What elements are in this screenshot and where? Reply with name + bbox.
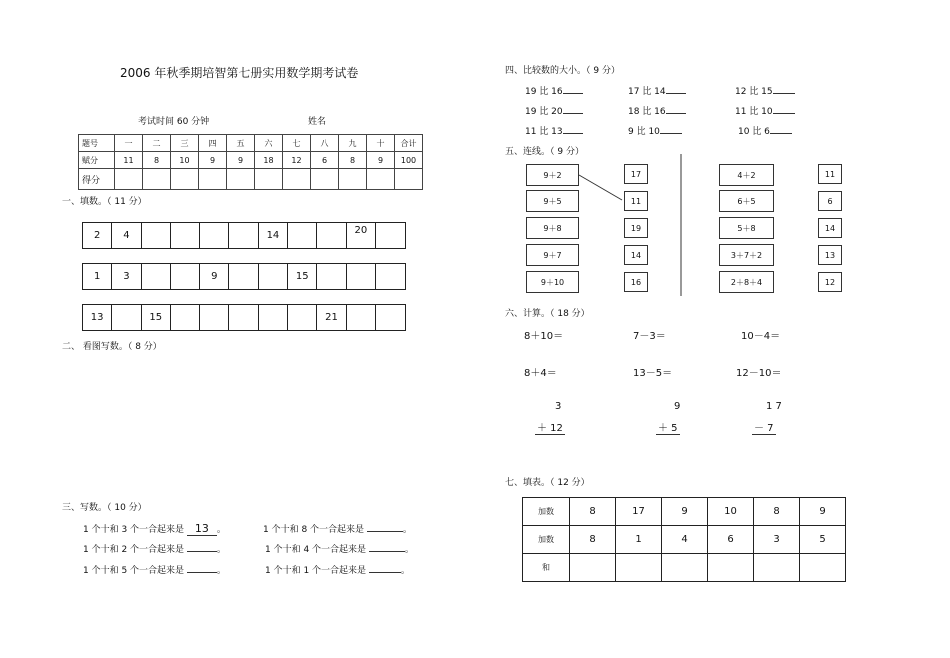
table-cell: 17 — [616, 498, 662, 526]
table-cell: 6 — [708, 526, 754, 554]
table-row — [523, 554, 846, 582]
table-cell: 8 — [754, 498, 800, 526]
match-expression[interactable]: 9＋8 — [526, 217, 579, 239]
section-6-heading: 六、计算。（ 18 分） — [505, 309, 590, 319]
match-number[interactable]: 14 — [818, 218, 842, 238]
section-5-heading: 五、连线。（ 9 分） — [505, 147, 584, 157]
section-1-heading: 一、填数。（ 11 分） — [62, 197, 147, 207]
section-3-heading: 三、写数。（ 10 分） — [62, 503, 147, 513]
answer-cell[interactable] — [708, 554, 754, 582]
write-item-text: 1 个十和 3 个一合起来是 — [83, 525, 185, 535]
match-number[interactable]: 11 — [818, 164, 842, 184]
match-number[interactable]: 12 — [818, 272, 842, 292]
write-item: 1 个十和 2 个一合起来是 。 — [83, 545, 226, 555]
grid-cell[interactable]: 20 — [347, 223, 376, 248]
write-item: 1 个十和 3 个一合起来是 13 。 — [83, 522, 226, 535]
table-cell: 9 — [800, 498, 846, 526]
table-cell: 9 — [662, 498, 708, 526]
table-cell: 六 — [255, 135, 283, 152]
table-cell: 合计 — [395, 135, 423, 152]
vertical-bottom: － 7 — [752, 419, 776, 435]
grid-cell[interactable]: 3 — [112, 264, 141, 289]
match-expression[interactable]: 2＋8＋4 — [719, 271, 774, 293]
compare-text: 19 比 20 — [525, 107, 563, 117]
grid-cell[interactable]: 4 — [112, 223, 141, 248]
grid-cell[interactable]: 2 — [83, 223, 112, 248]
compare-text: 11 比 13 — [525, 127, 563, 137]
match-expression[interactable]: 9＋2 — [526, 164, 579, 186]
match-number[interactable]: 6 — [818, 191, 842, 211]
table-cell: 二 — [143, 135, 171, 152]
section-4-heading: 四、比较数的大小。（ 9 分） — [505, 66, 620, 76]
write-item-text: 1 个十和 4 个一合起来是 — [265, 545, 367, 555]
match-expression[interactable]: 5＋8 — [719, 217, 774, 239]
table-cell: 九 — [339, 135, 367, 152]
write-item-text: 1 个十和 5 个一合起来是 — [83, 566, 185, 576]
calc-item[interactable]: 8＋4＝ — [524, 368, 557, 379]
match-expression[interactable]: 6＋5 — [719, 190, 774, 212]
addition-table — [522, 497, 846, 582]
answer-cell[interactable] — [570, 554, 616, 582]
match-number[interactable]: 11 — [624, 191, 648, 211]
answer-cell[interactable] — [754, 554, 800, 582]
table-cell: 12 — [283, 152, 311, 169]
write-item-text: 1 个十和 1 个一合起来是 — [265, 566, 367, 576]
vertical-bottom: ＋ 12 — [535, 419, 565, 435]
compare-text: 11 比 10 — [735, 107, 773, 117]
compare-text: 12 比 15 — [735, 87, 773, 97]
page-title: 2006 年秋季期培智第七册实用数学期考试卷 — [120, 66, 359, 80]
table-cell: 8 — [570, 498, 616, 526]
table-cell: 四 — [199, 135, 227, 152]
vertical-bottom: ＋ 5 — [656, 419, 680, 435]
match-expression[interactable]: 9＋7 — [526, 244, 579, 266]
compare-text: 17 比 14 — [628, 87, 666, 97]
table-cell: 3 — [754, 526, 800, 554]
answer-cell[interactable] — [662, 554, 708, 582]
match-number[interactable]: 16 — [624, 272, 648, 292]
table-cell: 五 — [227, 135, 255, 152]
table-cell: 4 — [662, 526, 708, 554]
table-cell: 赋分 — [79, 152, 115, 169]
vertical-top: 3 — [555, 401, 562, 412]
grid-cell[interactable]: 15 — [288, 264, 317, 289]
calc-item[interactable]: 12－10＝ — [736, 368, 782, 379]
table-cell: 9 — [199, 152, 227, 169]
grid-cell[interactable]: 14 — [259, 223, 288, 248]
grid-cell[interactable]: 1 — [83, 264, 112, 289]
table-cell: 十 — [367, 135, 395, 152]
table-cell: 18 — [255, 152, 283, 169]
table-cell: 1 — [616, 526, 662, 554]
calc-item[interactable]: 10－4＝ — [741, 331, 781, 342]
table-cell: 9 — [367, 152, 395, 169]
table-cell: 100 — [395, 152, 423, 169]
table-cell: 8 — [143, 152, 171, 169]
table-cell: 8 — [339, 152, 367, 169]
table-cell: 一 — [115, 135, 143, 152]
match-number[interactable]: 17 — [624, 164, 648, 184]
name-label: 姓名 — [308, 117, 327, 127]
compare-text: 10 比 6 — [738, 127, 770, 137]
table-row — [523, 498, 846, 526]
calc-item[interactable]: 8＋10＝ — [524, 331, 564, 342]
table-cell: 题号 — [79, 135, 115, 152]
table-cell: 9 — [227, 152, 255, 169]
compare-text: 9 比 10 — [628, 127, 660, 137]
match-expression[interactable]: 3＋7＋2 — [719, 244, 774, 266]
table-cell: 8 — [570, 526, 616, 554]
table-cell: 三 — [171, 135, 199, 152]
row-label: 加数 — [523, 498, 570, 526]
row-label: 加数 — [523, 526, 570, 554]
table-cell: 得分 — [79, 169, 115, 190]
table-row — [523, 526, 846, 554]
match-expression[interactable]: 4＋2 — [719, 164, 774, 186]
section-2-heading: 二、 看图写数。（ 8 分） — [62, 342, 162, 352]
compare-text: 19 比 16 — [525, 87, 563, 97]
grid-cell[interactable]: 9 — [200, 264, 229, 289]
write-item: 1 个十和 4 个一合起来是 。 — [265, 545, 414, 555]
match-expression[interactable]: 9＋5 — [526, 190, 579, 212]
calc-item[interactable]: 13－5＝ — [633, 368, 673, 379]
match-number[interactable]: 13 — [818, 245, 842, 265]
write-item-text: 1 个十和 8 个一合起来是 — [263, 525, 365, 535]
write-item-text: 1 个十和 2 个一合起来是 — [83, 545, 185, 555]
match-number[interactable]: 14 — [624, 245, 648, 265]
table-cell: 6 — [311, 152, 339, 169]
write-item: 1 个十和 5 个一合起来是 。 — [83, 566, 226, 576]
grid-cell[interactable]: 13 — [83, 305, 112, 330]
vertical-top: 9 — [674, 401, 681, 412]
table-cell: 5 — [800, 526, 846, 554]
match-number[interactable]: 19 — [624, 218, 648, 238]
table-cell: 10 — [708, 498, 754, 526]
match-expression[interactable]: 9＋10 — [526, 271, 579, 293]
table-cell: 10 — [171, 152, 199, 169]
exam-time: 考试时间 60 分钟 — [138, 117, 210, 127]
answer-cell[interactable] — [616, 554, 662, 582]
grid-cell[interactable]: 21 — [317, 305, 346, 330]
answer-cell[interactable] — [800, 554, 846, 582]
vertical-top: 1 7 — [766, 401, 782, 412]
compare-text: 18 比 16 — [628, 107, 666, 117]
table-cell: 八 — [311, 135, 339, 152]
table-cell: 11 — [115, 152, 143, 169]
row-label: 和 — [523, 554, 570, 582]
match-line — [579, 175, 622, 200]
calc-item[interactable]: 7－3＝ — [633, 331, 666, 342]
grid-cell[interactable]: 15 — [142, 305, 171, 330]
answer-blank[interactable]: 13 — [187, 522, 217, 536]
write-item: 1 个十和 1 个一合起来是 。 — [265, 566, 410, 576]
write-item: 1 个十和 8 个一合起来是 。 — [263, 525, 412, 535]
table-cell: 七 — [283, 135, 311, 152]
section-7-heading: 七、填表。（ 12 分） — [505, 478, 590, 488]
